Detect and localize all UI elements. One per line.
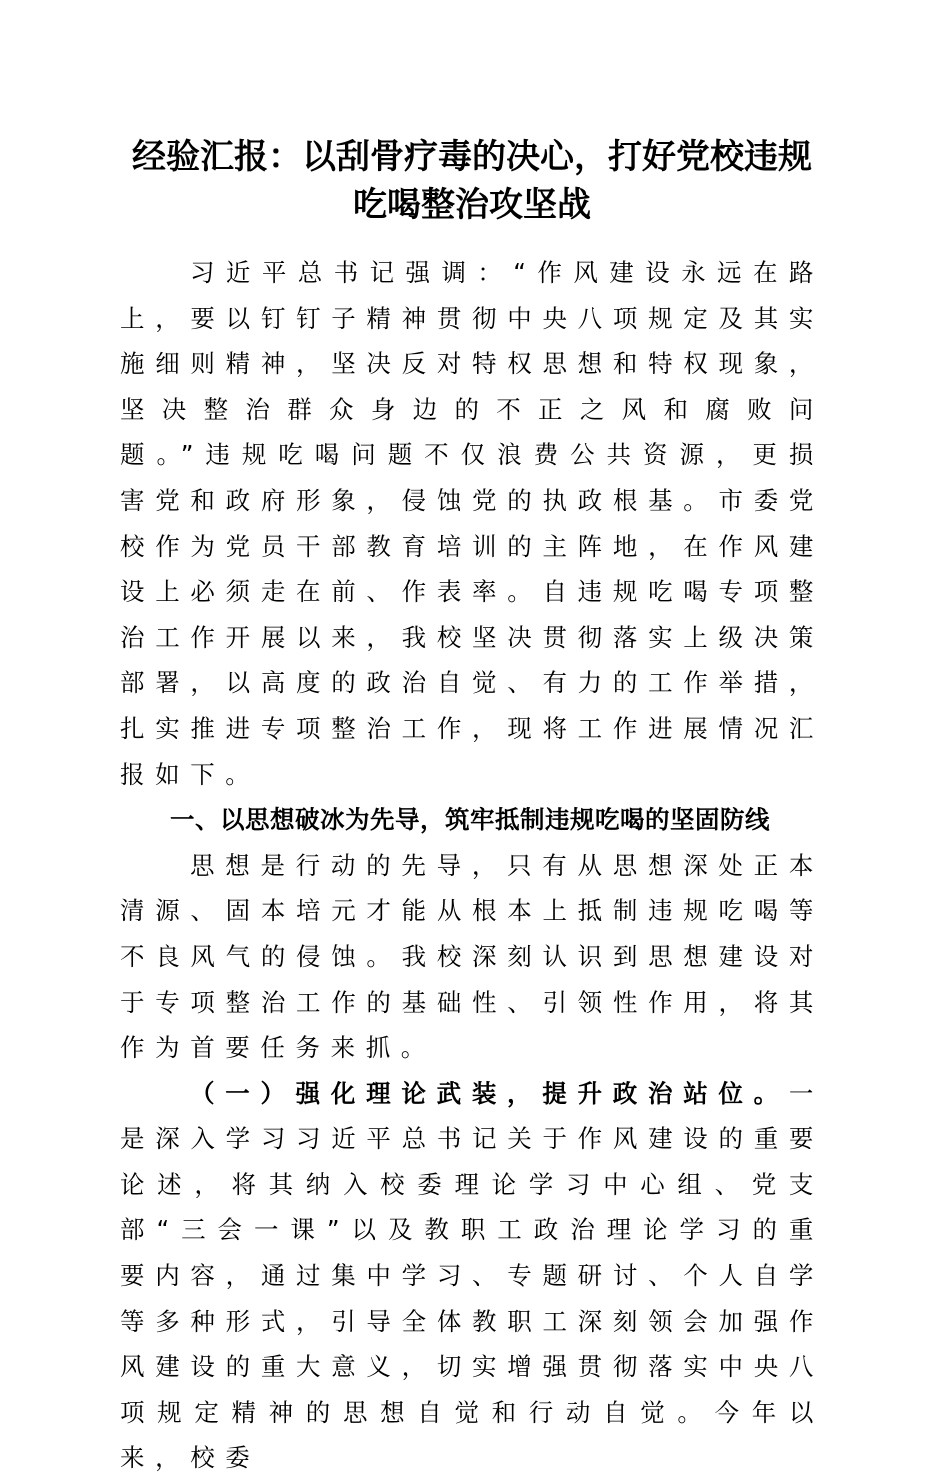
subsection-heading-1: （一）强化理论武装，提升政治站位。 xyxy=(190,1078,789,1108)
title-line-1: 经验汇报：以刮骨疗毒的决心，打好党校违规 xyxy=(132,137,812,177)
intro-paragraph: 习近平总书记强调：“作风建设永远在路上，要以钉钉子精神贯彻中央八项规定及其实施细则精神，坚决反对特权思想和特权现象，坚决整治群众身边的不正之风和腐败问题。”违规吃喝问题不仅浪费公共资源，更损害党和政府形象，侵蚀党的执政根基。市委党校作为党员干部教育培训的主阵地，在作风建设上必须走在前、作表率。自违规吃喝专项整治工作开展以来，我校坚决贯彻落实上级决策部署，以高度的政治自觉、有力的工作举措，扎实推进专项整治工作，现将工作进展情况汇报如下。 xyxy=(120,258,824,789)
section-heading-1: 一、以思想破冰为先导，筑牢抵制违规吃喝的坚固防线 xyxy=(170,805,770,835)
title-line-2: 吃喝整治攻坚战 xyxy=(353,185,591,225)
document-body xyxy=(120,250,824,1481)
document-title xyxy=(120,133,824,229)
section-1-paragraph: 思想是行动的先导，只有从思想深处正本清源、固本培元才能从根本上抵制违规吃喝等不良风气的侵蚀。我校深刻认识到思想建设对于专项整治工作的基础性、引领性作用，将其作为首要任务来抓。 xyxy=(120,850,824,1063)
subsection-1-text: 一是深入学习习近平总书记关于作风建设的重要论述，将其纳入校委理论学习中心组、党支部“三会一课”以及教职工政治理论学习的重要内容，通过集中学习、专题研讨、个人自学等多种形式，引导全体教职工深刻领会加强作风建设的重大意义，切实增强贯彻落实中央八项规定精神的思想自觉和行动自觉。今年以来，校委 xyxy=(120,1078,824,1473)
subsection-1-paragraph xyxy=(120,1071,824,1481)
